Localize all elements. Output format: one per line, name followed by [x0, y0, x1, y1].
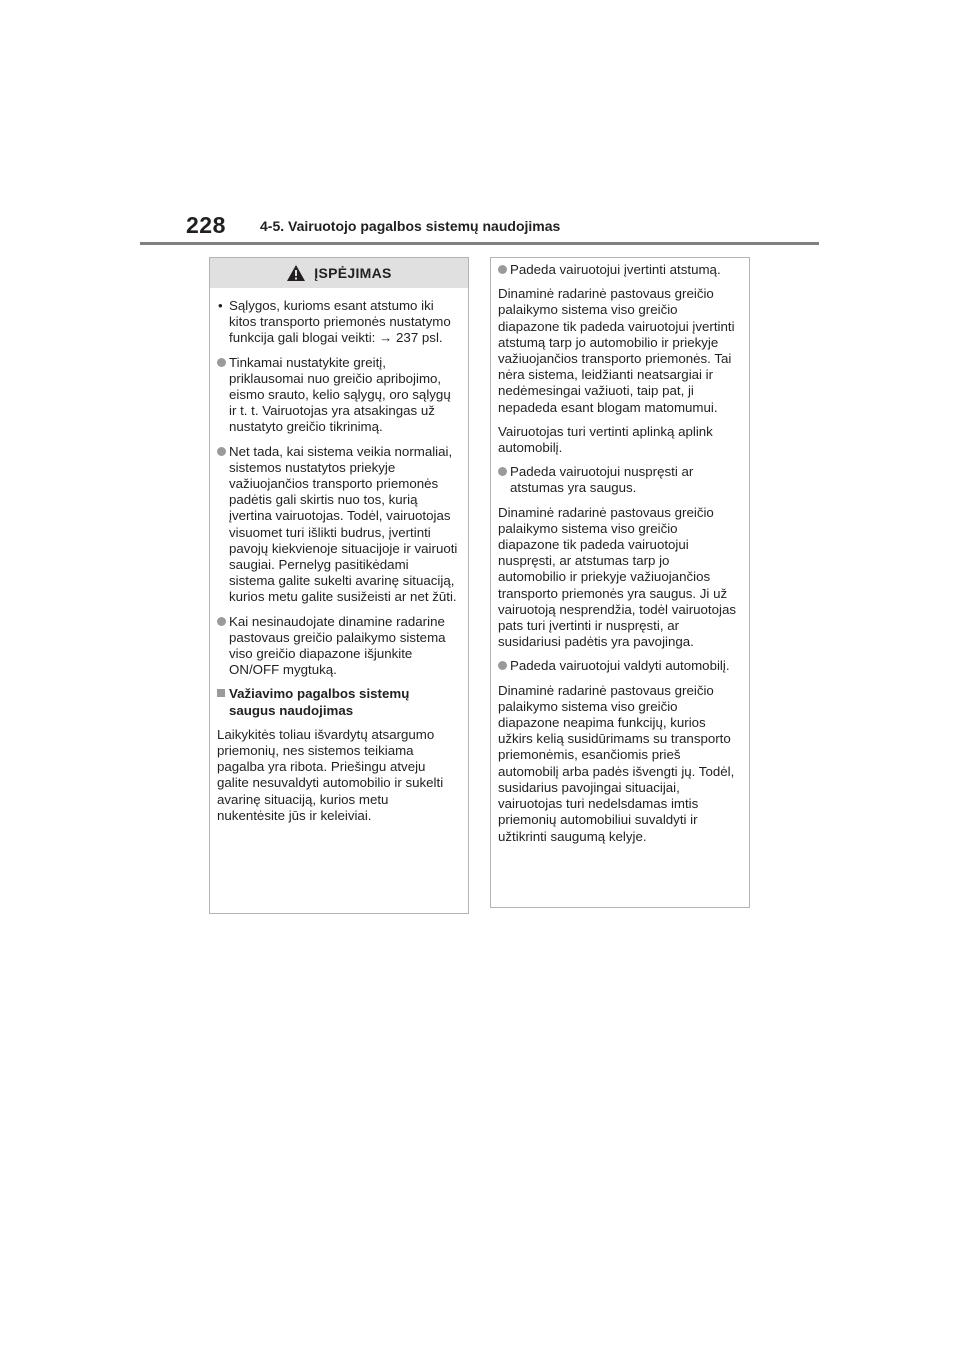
continuation-content	[491, 258, 749, 845]
list-item	[217, 444, 458, 606]
paragraph: Dinaminė radarinė pastovaus greičio palaikymo sistema viso greičio diapazone tik padeda vairuotojui įvertinti atstumą tarp jo automobilio ir priekyje važiuojančios transporto priemonės. Tai nėra sistema, leidžianti neatsargiai ir nedėmesingai važiuoti, taip pat, ji nepadeda esant blogam matomumui.	[498, 286, 735, 415]
warning-header	[210, 258, 468, 288]
square-bullet-icon	[217, 689, 225, 697]
circle-bullet-icon	[217, 617, 226, 626]
paragraph: Vairuotojas turi vertinti aplinką aplink automobilį.	[498, 423, 713, 456]
subsection-paragraph: Laikykitės toliau išvardytų atsargumo priemonių, nes sistemos teikiama pagalba yra ribota. Priešingu atveju galite nesuvaldyti automobilio ir sukelti avarinę situaciją, kurios metu nukentėsite jūs ir keleiviai.	[217, 726, 444, 823]
warning-triangle-icon	[286, 264, 306, 282]
circle-bullet-icon	[498, 265, 507, 274]
paragraph: Dinaminė radarinė pastovaus greičio palaikymo sistema viso greičio diapazone neapima funkcijų, kurios užkirs kelią susidūrimams su transporto priemonėmis, esančiomis prieš automobilį arba padės išvengti jų. Todėl, susidarius pavojingai situacijai, vairuotojas turi nedelsdamas imtis priemonių automobiliui suvaldyti ir užtikrinti saugumą kelyje.	[498, 682, 735, 844]
item-text: Padeda vairuotojui įvertinti atstumą.	[510, 262, 721, 277]
warning-continuation-box	[490, 257, 750, 908]
page-number: 228	[186, 212, 226, 238]
warning-bullet-text: Sąlygos, kurioms esant atstumo iki kitos transporto priemonės nustatymo funkcija gali blogai veikti: → 237 psl.	[229, 298, 451, 346]
warning-box	[209, 257, 469, 914]
warning-content	[210, 288, 468, 824]
warning-title: ĮSPĖJIMAS	[314, 265, 392, 281]
section-title: 4-5. Vairuotojo pagalbos sistemų naudojimas	[260, 218, 561, 234]
bullet-icon: •	[218, 298, 223, 313]
list-item	[217, 355, 458, 436]
list-item	[498, 658, 741, 674]
list-item	[498, 262, 741, 278]
list-item	[217, 298, 458, 347]
subsection-heading-text: Važiavimo pagalbos sistemų saugus naudojimas	[229, 686, 410, 718]
circle-bullet-icon	[498, 661, 507, 670]
circle-bullet-icon	[498, 467, 507, 476]
item-text: Padeda vairuotojui nuspręsti ar atstumas yra saugus.	[510, 464, 694, 496]
paragraph: Dinaminė radarinė pastovaus greičio palaikymo sistema viso greičio diapazone tik padeda vairuotojui nuspręsti, ar atstumas tarp jo automobilio ir priekyje važiuojančios transporto priemonės yra saugus. Ji už vairuotoją nesprendžia, todėl vairuotojas pats turi įvertinti ir nuspręsti, ar susidariusi padėtis yra pavojinga.	[498, 504, 737, 650]
warning-item-text: Kai nesinaudojate dinamine radarine pastovaus greičio palaikymo sistema viso greičio diapazone išjunkite ON/OFF mygtuką.	[229, 613, 446, 678]
item-text: Padeda vairuotojui valdyti automobilį.	[510, 658, 730, 674]
list-item	[498, 464, 741, 496]
header-divider	[140, 242, 819, 245]
list-item	[217, 614, 458, 679]
warning-item-text: Tinkamai nustatykite greitį, priklausomai nuo greičio apribojimo, eismo srauto, kelio sąlygų, oro sąlygų ir t. t. Vairuotojas yra atsakingas už nustatyto greičio tikrinimą.	[229, 354, 451, 435]
subsection-heading	[217, 686, 458, 718]
circle-bullet-icon	[217, 358, 226, 367]
warning-item-text: Net tada, kai sistema veikia normaliai, sistemos nustatytos priekyje važiuojančios transporto priemonės padėtis gali skirtis nuo tos, kurią įvertina vairuotojas. Todėl, vairuotojas visuomet turi išlikti budrus, įvertinti pavojų kiekvienoje situacijoje ir vairuoti saugiai. Pernelyg pasitikėdami sistema galite sukelti avarinę situaciją, kurios metu galite susižeisti ar net žūti.	[229, 443, 458, 605]
circle-bullet-icon	[217, 447, 226, 456]
